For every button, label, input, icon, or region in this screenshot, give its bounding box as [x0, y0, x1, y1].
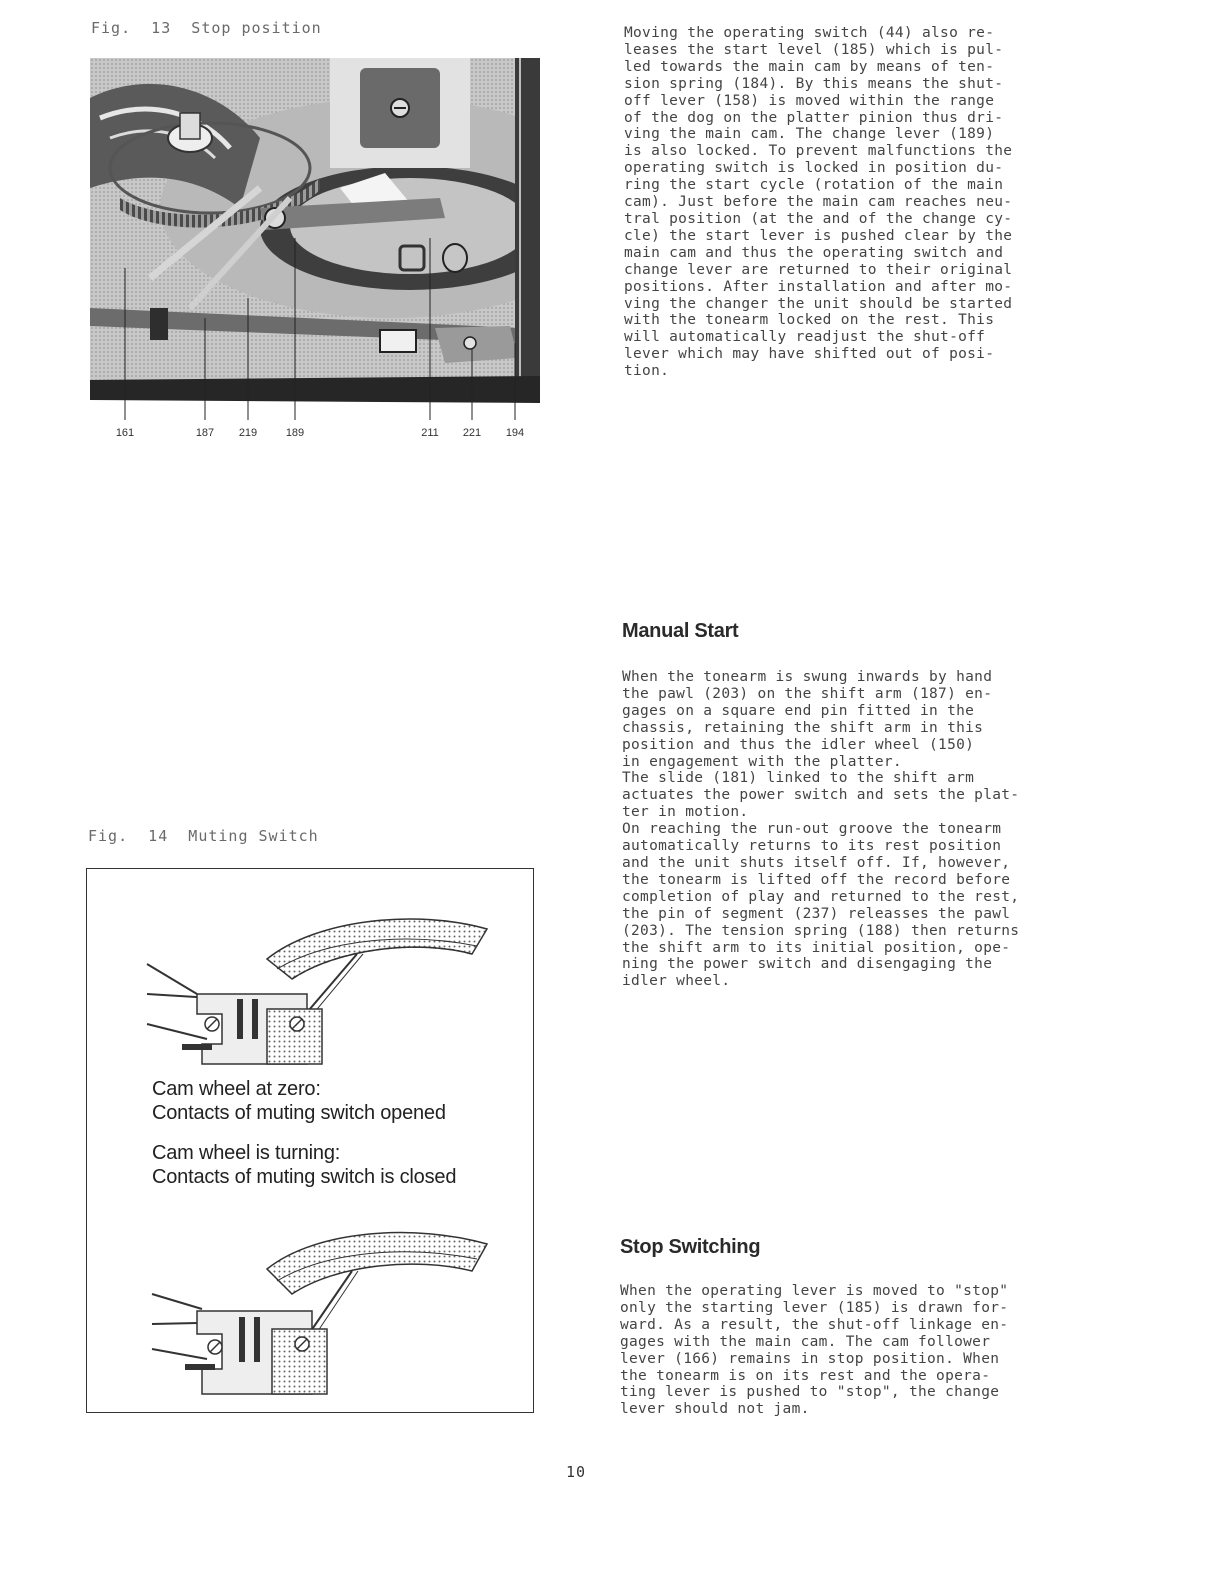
stop-switching-text: When the operating lever is moved to "stop" only the starting lever (185) is drawn for- ward. As a result, the shut-off linkage en- gages with the main cam. The cam follower lever (166) remains in stop position. When the tonearm is on its rest and the opera- ting lever is pushed to "stop", the change lever should not jam. — [620, 1283, 1009, 1418]
callout-211: 211 — [421, 427, 439, 439]
muting-switch-open-diagram — [127, 884, 507, 1074]
muting-closed-label-line2: Contacts of muting switch is closed — [152, 1166, 457, 1188]
page-number: 10 — [566, 1463, 587, 1481]
muting-open-label-line2: Contacts of muting switch opened — [152, 1102, 446, 1124]
muting-open-label-line1: Cam wheel at zero: — [152, 1078, 321, 1100]
fig13-caption: Fig. 13 Stop position — [91, 19, 322, 37]
callout-189: 189 — [285, 427, 305, 439]
fig14-figure — [86, 868, 534, 1413]
fig13-photo — [90, 58, 540, 408]
muting-switch-closed-diagram — [127, 1199, 507, 1399]
stop-switching-heading: Stop Switching — [620, 1236, 761, 1258]
callout-161: 161 — [115, 427, 135, 439]
manual-start-heading: Manual Start — [622, 620, 739, 642]
callout-221: 221 — [462, 427, 482, 439]
callout-219: 219 — [238, 427, 258, 439]
operating-switch-paragraph: Moving the operating switch (44) also re- leases the start level (185) which is pul- led towards the main cam by means of ten- sion spring (184). By this means the shut- off lever (158) is moved within the range of the dog on the platter pinion thus dri- ving the main cam. The change lever (189) is also locked. To prevent malfunctions the operating switch is locked in position du- ring the start cycle (rotation of the main cam). Just before the main cam reaches neu- tral position (at the and of the change cy- cle) the start lever is pushed clear by the main cam and thus the operating switch and change lever are returned to their original positions. After installation and after mo- ving the changer the unit should be started with the tonearm locked on the rest. This will automatically readjust the shut-off lever which may have shifted out of posi- tion. — [624, 25, 1013, 380]
callout-194: 194 — [505, 427, 525, 439]
manual-start-text: When the tonearm is swung inwards by hand the pawl (203) on the shift arm (187) en- gages on a square end pin fitted in the chassis, retaining the shift arm in this position and thus the idler wheel (150) in engagement with the platter. The slide (181) linked to the shift arm actuates the power switch and sets the plat- ter in motion. On reaching the run-out groove the tonearm automatically returns to its rest position and the unit shuts itself off. If, however, the tonearm is lifted off the record before completion of play and returned to the rest, the pin of segment (237) releasses the pawl (203). The tension spring (188) then returns the shift arm to its initial position, ope- ning the power switch and disengaging the idler wheel. — [622, 669, 1020, 990]
fig14-caption: Fig. 14 Muting Switch — [88, 827, 319, 845]
callout-187: 187 — [195, 427, 215, 439]
muting-closed-label-line1: Cam wheel is turning: — [152, 1142, 341, 1164]
fig13-callout-leaders — [90, 398, 540, 420]
